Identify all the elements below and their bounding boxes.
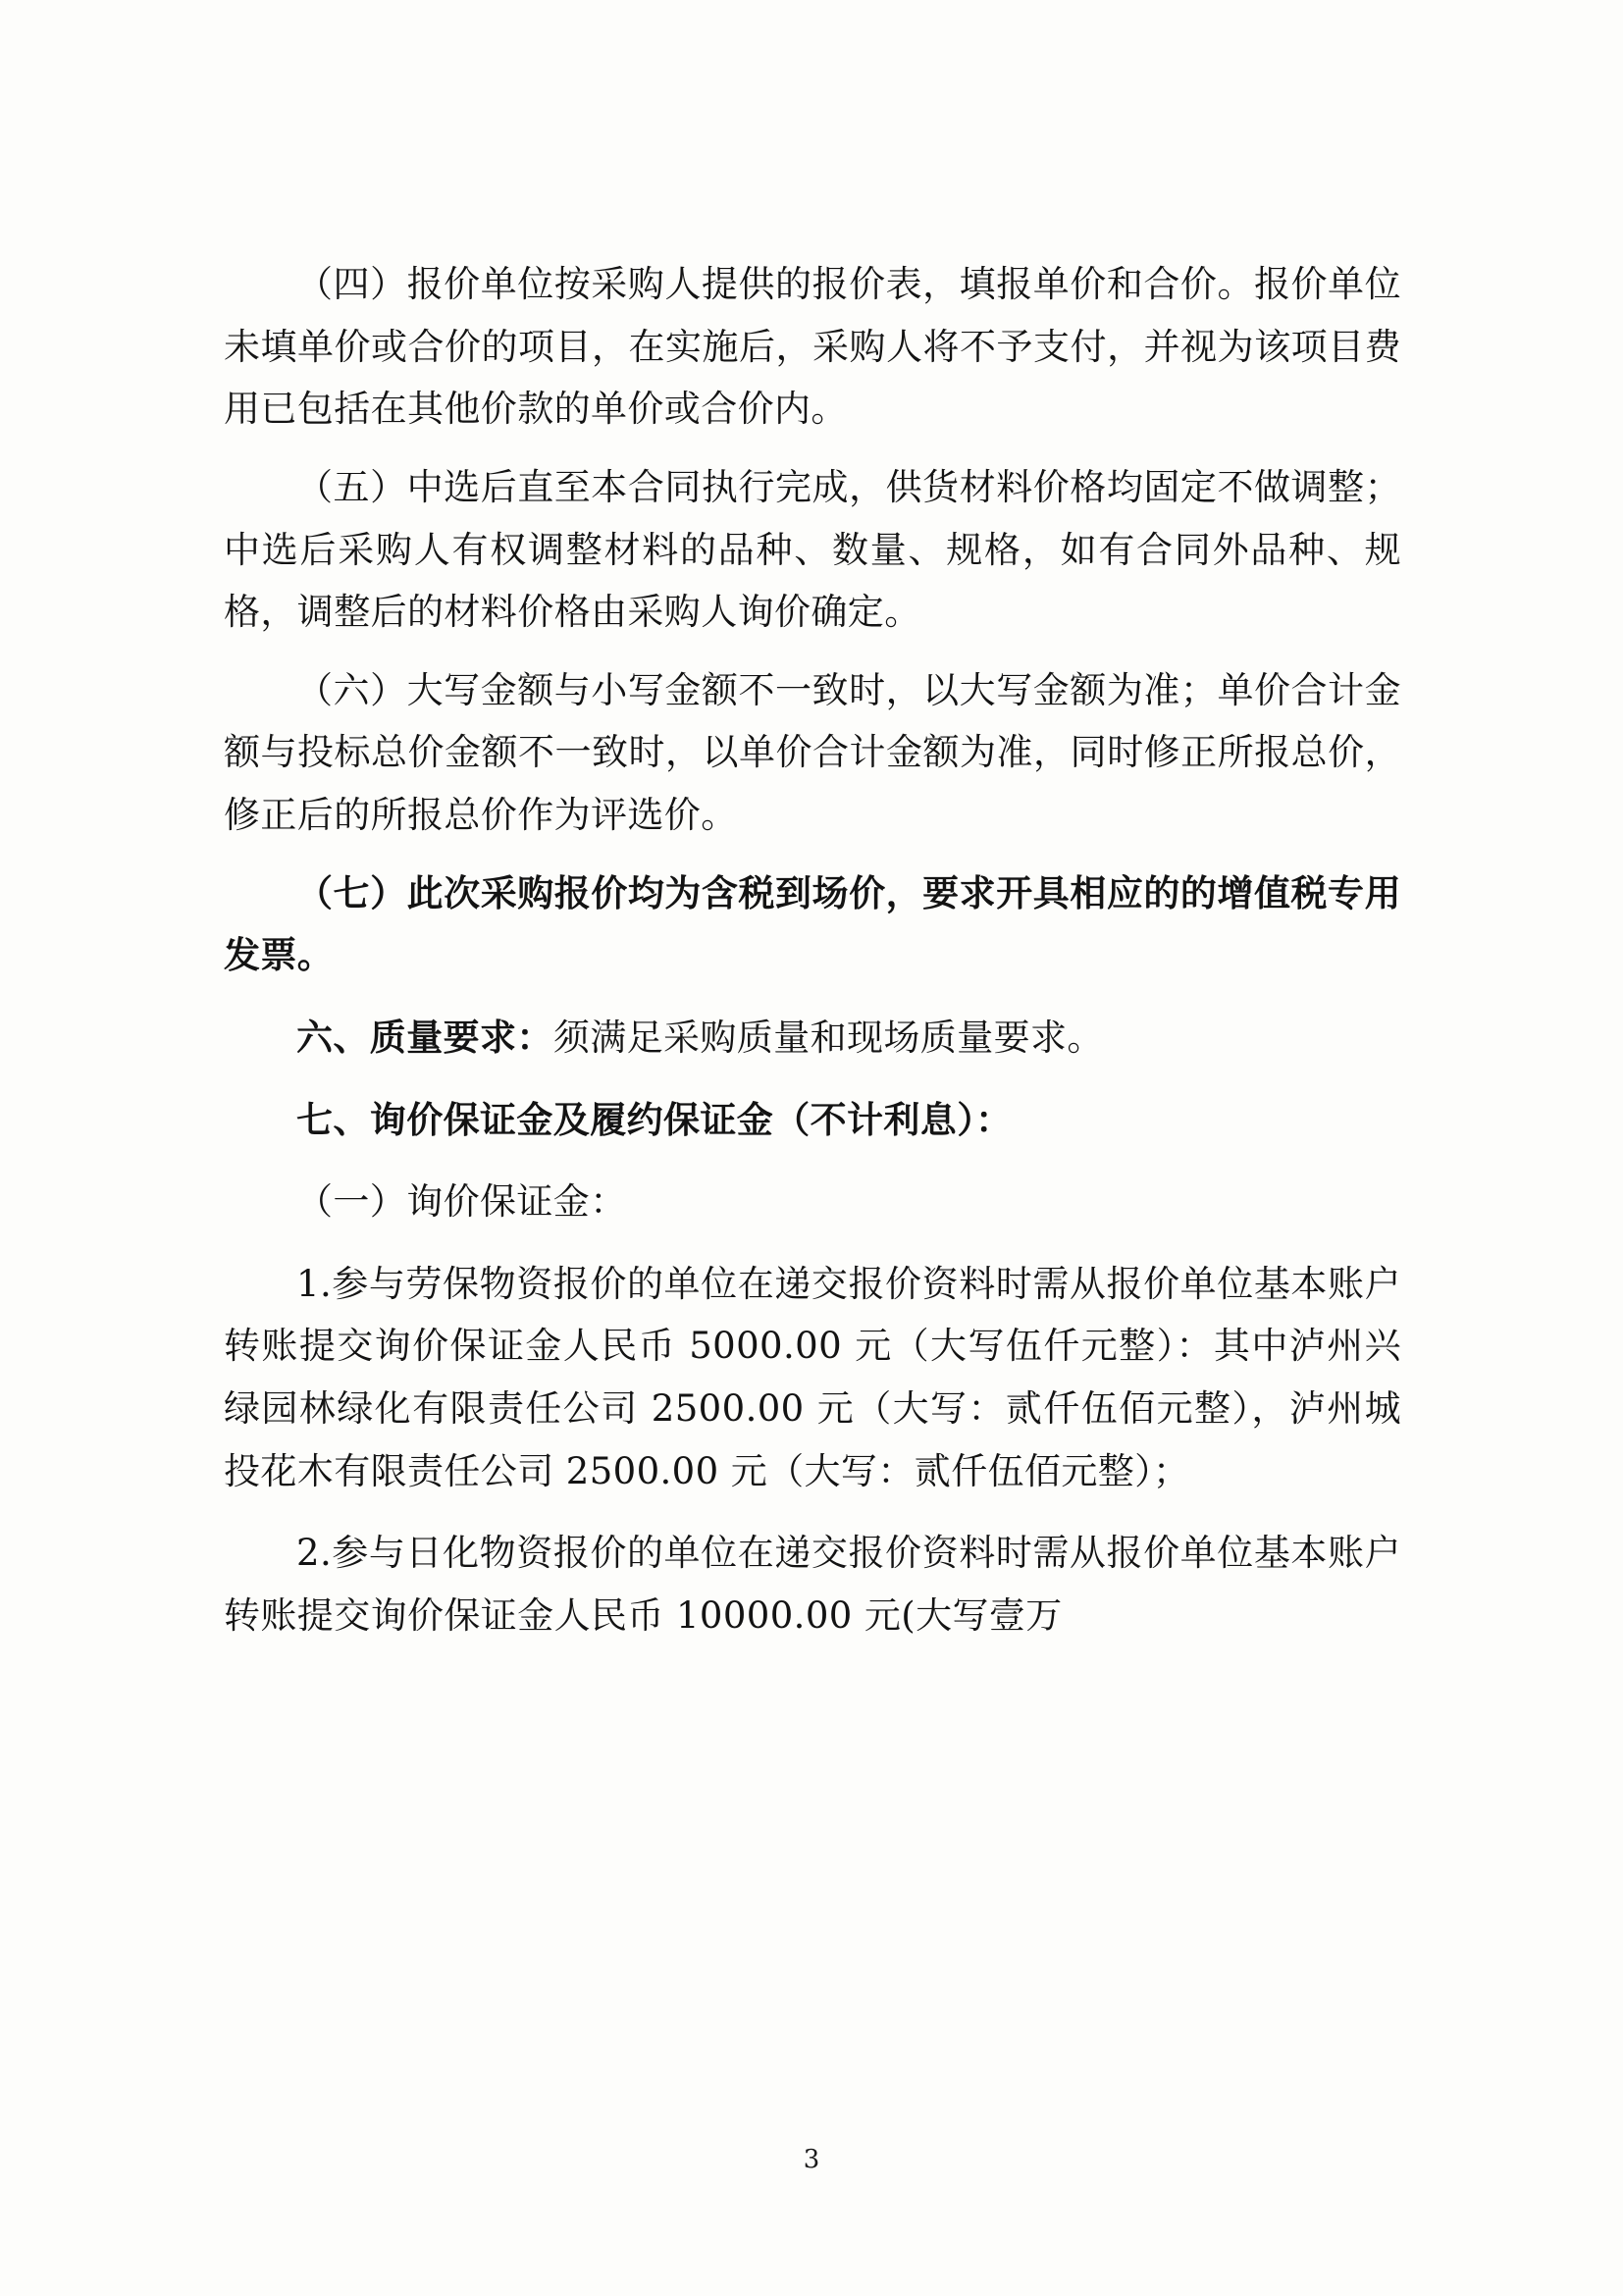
heading-section-6: 六、质量要求：须满足采购质量和现场质量要求。 bbox=[296, 1015, 1104, 1059]
heading-section-7: 七、询价保证金及履约保证金（不计利息）： bbox=[296, 1097, 1013, 1141]
paragraph-item-7: （七）此次采购报价均为含税到场价，要求开具相应的的增值税专用发票。 bbox=[224, 870, 1401, 977]
paragraph-section-7-1-1: 1.参与劳保物资报价的单位在递交报价资料时需从报价单位基本账户转账提交询价保证金人民币 5000.00 元（大写伍仟元整）：其中泸州兴绿园林绿化有限责任公司 2500.00 元（大写：贰仟伍佰元整），泸州城投花木有限责任公司 2500.00 元（大写：贰仟伍佰元整）； bbox=[224, 1262, 1401, 1492]
paragraph-section-7-1-2: 2.参与日化物资报价的单位在递交报价资料时需从报价单位基本账户转账提交询价保证金人民币 10000.00 元(大写壹万 bbox=[224, 1532, 1401, 1637]
paragraph-item-6: （六）大写金额与小写金额不一致时，以大写金额为准；单价合计金额与投标总价金额不一致时，以单价合计金额为准，同时修正所报总价，修正后的所报总价作为评选价。 bbox=[224, 668, 1401, 836]
paragraph-item-5: （五）中选后直至本合同执行完成，供货材料价格均固定不做调整；中选后采购人有权调整材料的品种、数量、规格，如有合同外品种、规格，调整后的材料价格由采购人询价确定。 bbox=[224, 465, 1401, 634]
page-number: 3 bbox=[803, 2145, 820, 2174]
paragraph-item-4: （四）报价单位按采购人提供的报价表，填报单价和合价。报价单位未填单价或合价的项目，在实施后，采购人将不予支付，并视为该项目费用已包括在其他价款的单价或合价内。 bbox=[224, 263, 1401, 431]
paragraph-section-7-1: （一）询价保证金： bbox=[296, 1180, 627, 1224]
document-body bbox=[224, 253, 1401, 1653]
